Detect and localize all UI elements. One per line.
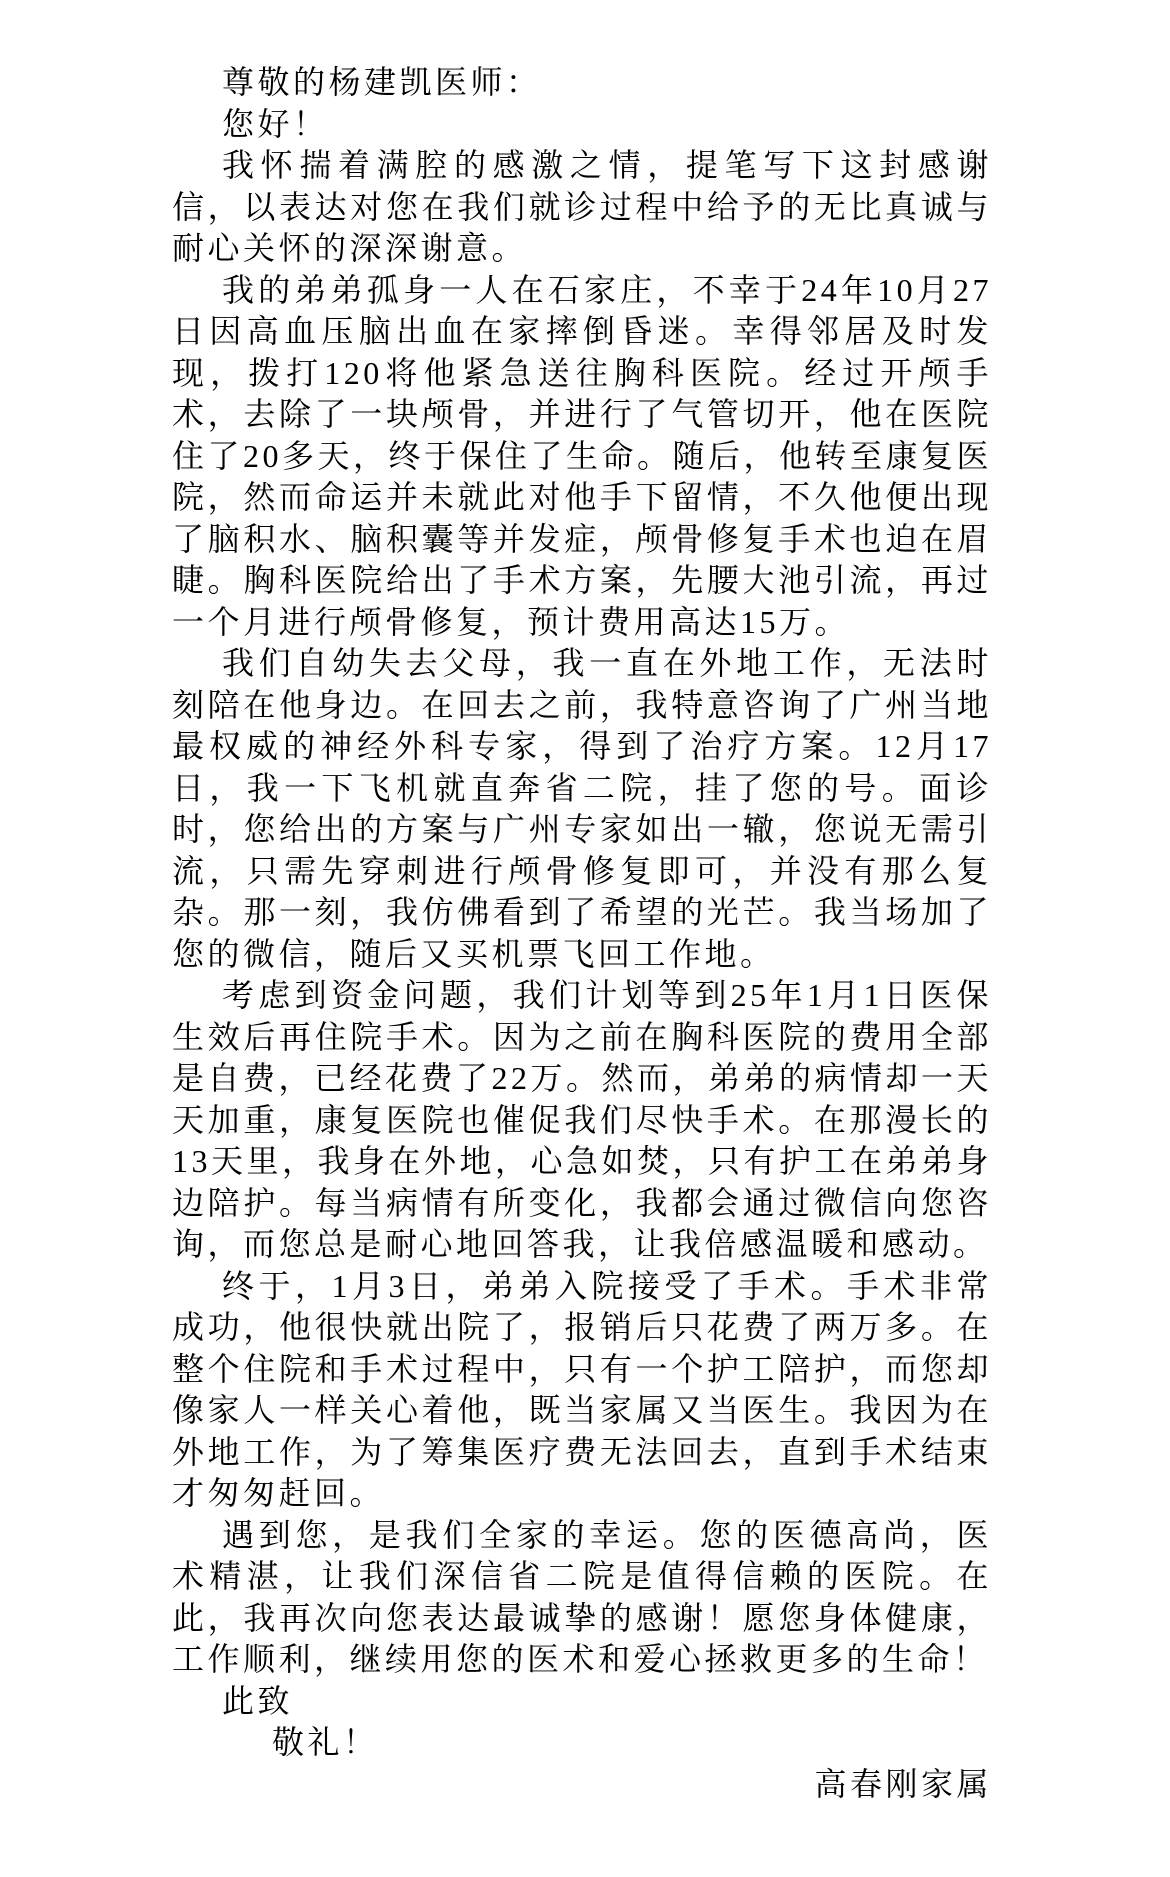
letter-closing-phrase: 此致 xyxy=(222,1682,294,1719)
letter-salutation: 尊敬的杨建凯医师： xyxy=(222,64,542,100)
letter-paragraph-6: 遇到您，是我们全家的幸运。您的医德高尚，医术精湛，让我们深信省二院是值得信赖的医院。在此，我再次向您表达最诚挚的感谢！愿您身体健康，工作顺利，继续用您的医术和爱心拯救更多的生命！ xyxy=(172,1516,992,1677)
letter-signature: 高春刚家属 xyxy=(814,1765,992,1802)
letter-paragraph-3: 我们自幼失去父母，我一直在外地工作，无法时刻陪在他身边。在回去之前，我特意咨询了广州当地最权威的神经外科专家，得到了治疗方案。12月17日，我一下飞机就直奔省二院，挂了您的号。面诊时，您给出的方案与广州专家如出一辙，您说无需引流，只需先穿刺进行颅骨修复即可，并没有那么复杂。那一刻，我仿佛看到了希望的光芒。我当场加了您的微信，随后又买机票飞回工作地。 xyxy=(172,645,992,972)
letter-paragraph-5: 终于，1月3日，弟弟入院接受了手术。手术非常成功，他很快就出院了，报销后只花费了两万多。在整个住院和手术过程中，只有一个护工陪护，而您却像家人一样关心着他，既当家属又当医生。我因为在外地工作，为了筹集医疗费无法回去，直到手术结束才匆匆赶回。 xyxy=(172,1267,992,1511)
letter-paragraph-4: 考虑到资金问题，我们计划等到25年1月1日医保生效后再住院手术。因为之前在胸科医院的费用全部是自费，已经花费了22万。然而，弟弟的病情却一天天加重，康复医院也催促我们尽快手术。在那漫长的13天里，我身在外地，心急如焚，只有护工在弟弟身边陪护。每当病情有所变化，我都会通过微信向您咨询，而您总是耐心地回答我，让我倍感温暖和感动。 xyxy=(172,977,993,1262)
letter-greeting: 您好！ xyxy=(222,105,329,142)
letter-paragraph-1: 我怀揣着满腔的感激之情，提笔写下这封感谢信，以表达对您在我们就诊过程中给予的无比真诚与耐心关怀的深深谢意。 xyxy=(172,147,992,266)
letter-paragraph-2: 我的弟弟孤身一人在石家庄，不幸于24年10月27日因高血压脑出血在家摔倒昏迷。幸得邻居及时发现，拨打120将他紧急送往胸科医院。经过开颅手术，去除了一块颅骨，并进行了气管切开，他在医院住了20多天，终于保住了生命。随后，他转至康复医院，然而命运并未就此对他手下留情，不久他便出现了脑积水、脑积囊等并发症，颅骨修复手术也迫在眉睫。胸科医院给出了手术方案，先腰大池引流，再过一个月进行颅骨修复，预计费用高达15万。 xyxy=(172,271,993,640)
letter-closing-salute: 敬礼！ xyxy=(272,1724,379,1760)
